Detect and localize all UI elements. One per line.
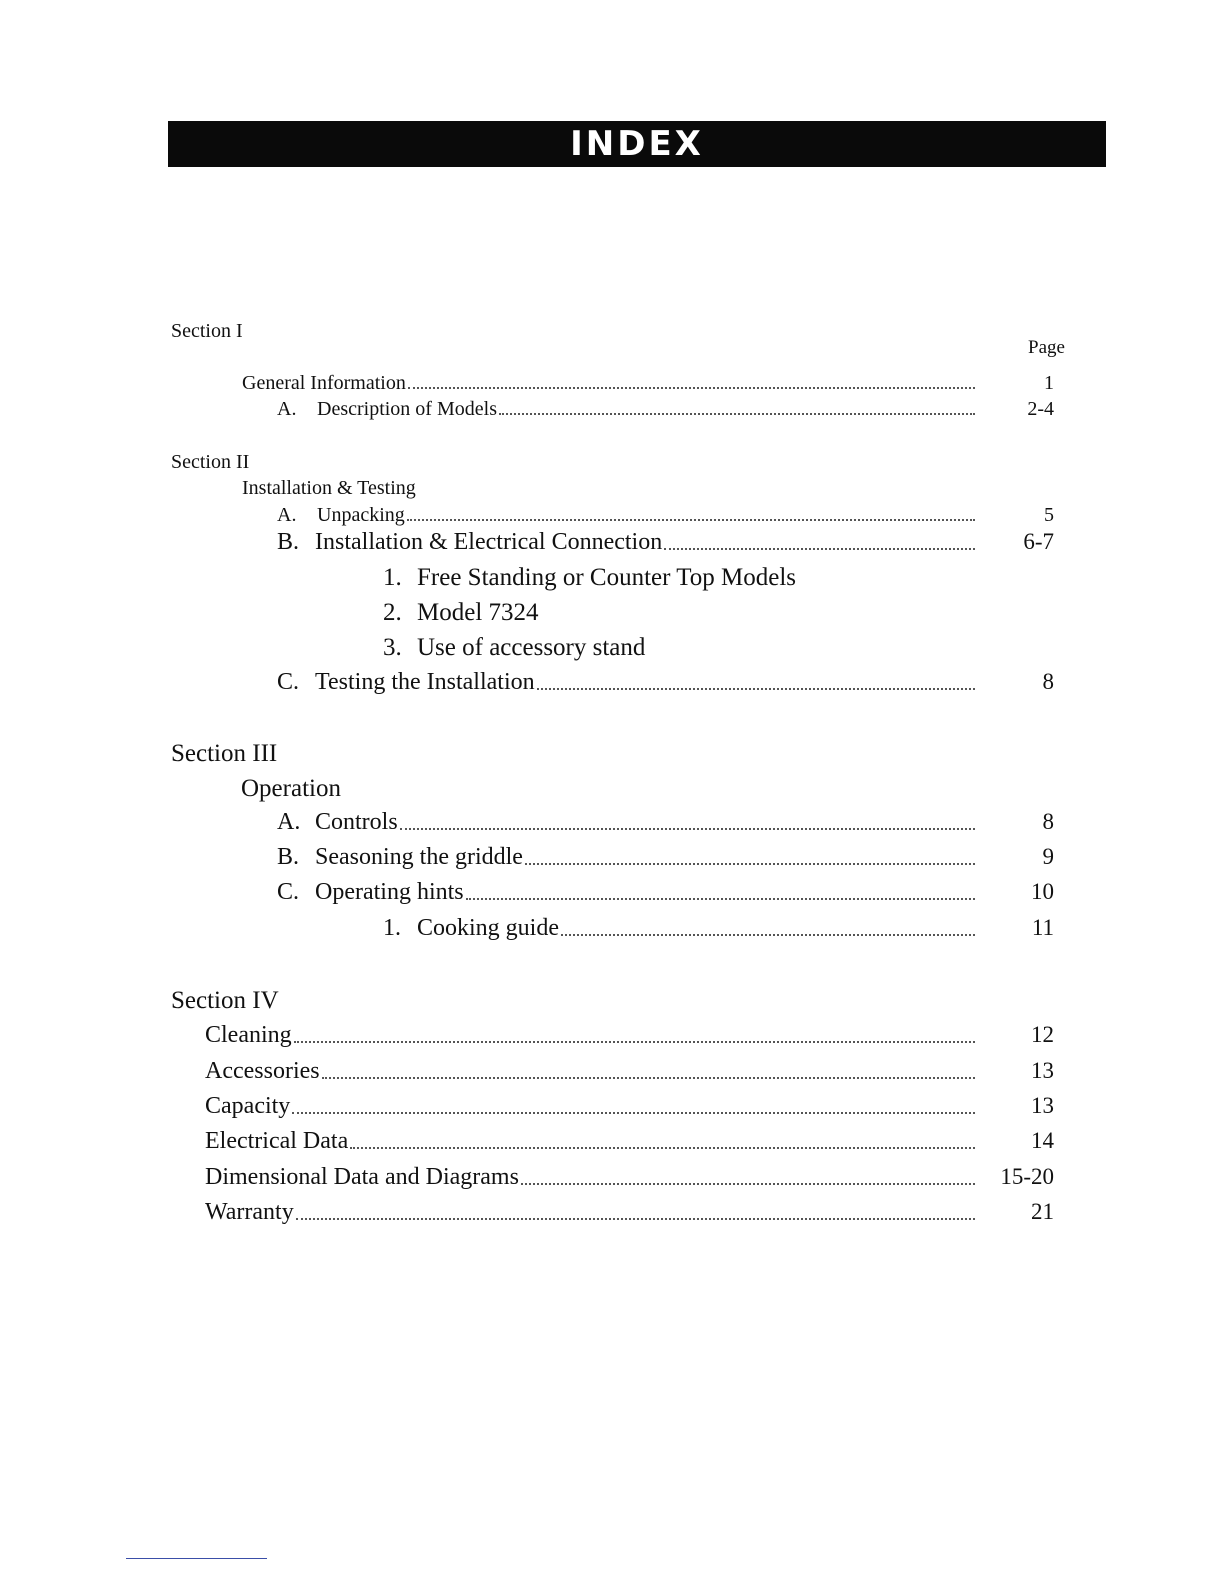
toc-entry-dimensional-data[interactable] [205, 1165, 978, 1189]
toc-entry-testing-installation[interactable] [277, 670, 978, 694]
section-1-title: Section I [171, 320, 243, 342]
toc-page-number: 2-4 [1027, 398, 1054, 420]
dot-leader [561, 934, 975, 936]
dot-leader [664, 548, 975, 550]
dot-leader [499, 413, 975, 415]
dot-leader [525, 863, 975, 865]
toc-entry-label: A. Unpacking [277, 504, 405, 526]
toc-entry-label: C. Testing the Installation [277, 669, 535, 695]
toc-subitem-label: Free Standing or Counter Top Models [417, 564, 797, 591]
dot-leader [292, 1112, 975, 1114]
toc-page-number: 9 [1042, 844, 1054, 869]
toc-entry-accessories[interactable] [205, 1059, 978, 1083]
toc-subitem-number: 1. [383, 564, 402, 591]
toc-entry-warranty[interactable] [205, 1200, 978, 1224]
toc-entry-number: A. [277, 504, 297, 526]
toc-entry-label: Dimensional Data and Diagrams [205, 1164, 519, 1190]
toc-page-number: 11 [1031, 915, 1054, 940]
toc-page-number: 10 [1031, 879, 1054, 904]
toc-entry-label: Accessories [205, 1058, 320, 1084]
toc-entry-number: C. [277, 669, 300, 695]
toc-page-number: 13 [1031, 1093, 1054, 1118]
toc-entry-label: Electrical Data [205, 1128, 349, 1154]
toc-page-number: 15-20 [1000, 1164, 1054, 1189]
toc-entry-label: B. Seasoning the griddle [277, 844, 523, 870]
dot-leader [294, 1041, 975, 1043]
toc-entry-label: General Information [242, 372, 406, 394]
dot-leader [408, 387, 975, 389]
dot-leader [296, 1218, 975, 1220]
toc-page-number: 5 [1044, 504, 1054, 526]
dot-leader [350, 1147, 975, 1149]
dot-leader [466, 898, 975, 900]
toc-page-number: 8 [1042, 809, 1054, 834]
toc-entry-number: A. [277, 809, 301, 835]
toc-entry-installation-electrical[interactable] [277, 530, 978, 554]
toc-entry-number: A. [277, 398, 297, 420]
toc-page-number: 14 [1031, 1128, 1054, 1153]
toc-entry-label: 1. Cooking guide [383, 915, 559, 941]
toc-entry-number: B. [277, 844, 300, 870]
toc-subitem-number: 3. [383, 634, 402, 661]
footer-rule [126, 1558, 267, 1559]
toc-subitem-label: Model 7324 [417, 599, 539, 626]
section-4-title: Section IV [171, 987, 279, 1014]
dot-leader [521, 1183, 975, 1185]
toc-entry-cooking-guide[interactable] [383, 916, 978, 940]
dot-leader [400, 828, 975, 830]
toc-entry-electrical-data[interactable] [205, 1129, 978, 1153]
toc-subitem-label: Use of accessory stand [417, 634, 646, 661]
index-header-bar [168, 121, 1106, 167]
toc-subitem-model-7324[interactable] [383, 600, 539, 625]
toc-subitem-number: 2. [383, 599, 402, 626]
toc-entry-seasoning[interactable] [277, 845, 978, 869]
toc-entry-label: C. Operating hints [277, 879, 464, 905]
toc-entry-controls[interactable] [277, 810, 978, 834]
toc-entry-label: Warranty [205, 1199, 294, 1225]
section-2-subtitle: Installation & Testing [242, 477, 416, 499]
toc-entry-label: Capacity [205, 1093, 291, 1119]
page-column-label: Page [1028, 337, 1065, 358]
toc-entry-label: A. Description of Models [277, 398, 497, 420]
toc-page-number: 21 [1031, 1199, 1054, 1224]
toc-entry-unpacking[interactable] [277, 505, 978, 525]
toc-page-number: 6-7 [1023, 529, 1054, 554]
toc-entry-number: C. [277, 879, 300, 905]
section-2-title: Section II [171, 451, 250, 473]
toc-entry-label: A. Controls [277, 809, 398, 835]
toc-entry-description-of-models[interactable] [277, 399, 978, 419]
toc-subitem-accessory-stand[interactable] [383, 635, 645, 660]
toc-entry-label: B. Installation & Electrical Connection [277, 529, 663, 555]
toc-page-number: 1 [1044, 372, 1054, 394]
toc-entry-number: 1. [383, 915, 401, 941]
toc-entry-general-information[interactable] [242, 373, 978, 393]
toc-page-number: 13 [1031, 1058, 1054, 1083]
toc-subitem-free-standing[interactable] [383, 565, 796, 590]
dot-leader [407, 519, 975, 521]
toc-entry-label: Cleaning [205, 1022, 292, 1048]
section-3-title: Section III [171, 740, 278, 767]
toc-entry-cleaning[interactable] [205, 1023, 978, 1047]
toc-entry-operating-hints[interactable] [277, 880, 978, 904]
toc-page-number: 12 [1031, 1022, 1054, 1047]
dot-leader [322, 1077, 975, 1079]
toc-entry-capacity[interactable] [205, 1094, 978, 1118]
dot-leader [537, 688, 975, 690]
toc-page-number: 8 [1042, 669, 1054, 694]
index-title: INDEX [570, 124, 704, 164]
toc-entry-number: B. [277, 529, 300, 555]
section-3-subtitle: Operation [241, 775, 341, 802]
